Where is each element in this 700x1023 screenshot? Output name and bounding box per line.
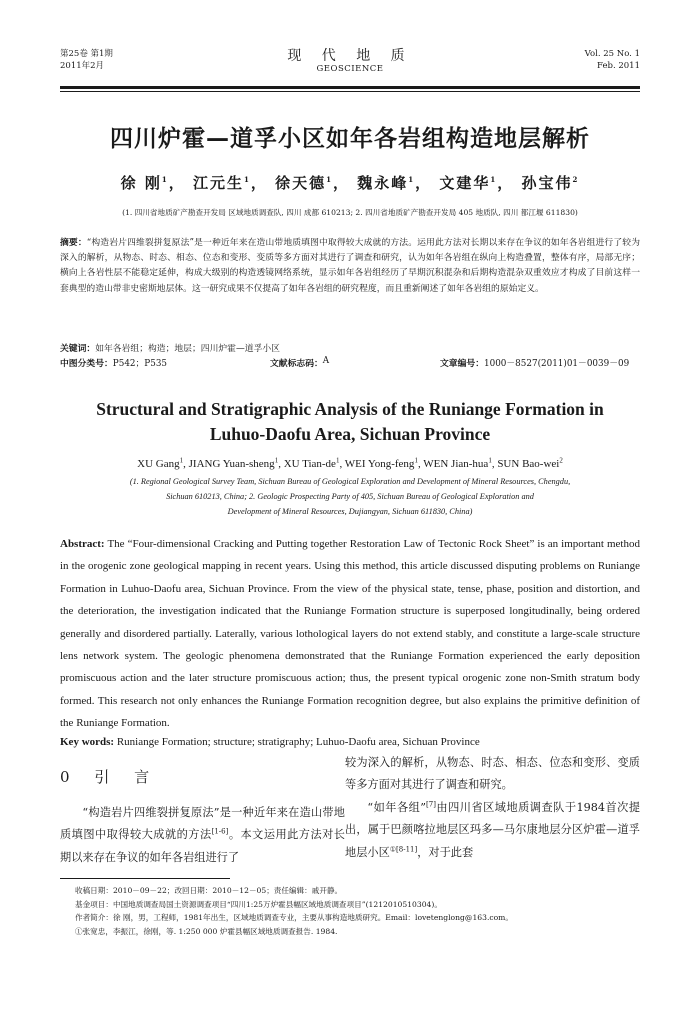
author-en: WEN Jian-hua$^1$ xyxy=(423,456,492,470)
author-list-en: XU Gang$^1$, JIANG Yuan-sheng$^1$, XU Tian-$de^1$, WEI Yong-feng$^1$, WEN Jian-hua$^1$, SUN Bao-wei$^2$ xyxy=(137,456,563,470)
article-number: 文章编号： 1000－8527(2011)01－0039－09 xyxy=(440,359,630,369)
author-cn: 江元生$^1$ xyxy=(192,174,251,192)
affiliation-en: (1. Regional Geological Survey Team, Sichuan Bureau of Geological Exploration and Development of Mineral Resources, Chengdu, Sichuan 610213, China; 2. Geologic Prospecting Party of 405, Sichuan Bureau of Geological Exploration and Development of Mineral Resources, Dujiangyan, Sichuan 611830, China) xyxy=(129,477,571,516)
citation: ①[8-11] xyxy=(389,844,418,853)
footnote-funding: 基金项目：中国地质调查局国土资源调查项目“四川1:25万炉霍县幅区域地质调查项目”(1212010510304)。 xyxy=(75,899,442,909)
citation: [7] xyxy=(426,800,436,809)
footnote-rule xyxy=(60,878,230,879)
date-cn: 2011年2月 xyxy=(60,61,105,71)
section-heading: 0 引 言 xyxy=(60,768,160,786)
title-en-line1: Structural and Stratigraphic Analysis of the Runiange Formation in xyxy=(96,399,604,419)
journal-name-cn: 现 代 地 质 xyxy=(287,48,413,64)
author-list-cn: 徐 刚$^1$， 江元生$^1$， 徐天德$^1$， 魏永峰$^1$， 文建华$^1$， 孙宝伟$^2$ xyxy=(120,174,580,192)
author-en: WEI Yong-feng$^1$ xyxy=(344,456,418,470)
author-cn: 孙宝伟$^2$ xyxy=(521,174,580,192)
abstract-en-label: Abstract: xyxy=(60,538,105,550)
header-rule-thick xyxy=(60,86,640,89)
body-column-left xyxy=(60,752,345,869)
keywords-en xyxy=(60,736,640,748)
footnotes xyxy=(75,884,640,938)
footnote-received: 收稿日期：2010－09－22；改回日期：2010－12－05；责任编辑：戚开静。 xyxy=(75,886,343,895)
date-en: Feb. 2011 xyxy=(597,61,640,71)
keywords-en-text: Runiange Formation; structure; stratigraphy; Luhuo-Daofu area, Sichuan Province xyxy=(116,736,480,748)
author-cn: 徐天德$^1$ xyxy=(275,174,333,192)
keywords-cn-label: 关键词： xyxy=(60,344,96,354)
author-en: XU Gang$^1$ xyxy=(137,456,184,470)
classification-line xyxy=(60,356,640,370)
title-en-line2: Luhuo-Daofu Area, Sichuan Province xyxy=(209,424,491,444)
footnote-ref: ①张宽忠，李振江，徐刚，等. 1:250 000 炉霍县幅区域地质调查报告. 1984. xyxy=(75,926,338,936)
body-paragraph: 较为深入的解析，从物态、时态、相态、位态和变形、变质等多方面对其进行了调查和研究。 “如年各组”[7]由四川省区域地质调查队于1984首次提出，属于巴颜喀拉地层区玛多—马尔康地层分区炉霍—道孚地层小区$^{①[8-11]}$，对于此套 xyxy=(345,756,640,859)
author-cn: 文建华$^1$ xyxy=(439,174,498,192)
abstract-en-text: The “Four-dimensional Cracking and Putting together Restoration Law of Tectonic Rock Sheet” is an important method in the orogenic zone geological mapping in recent years. Using this method, this article discussed disputing problems on Runiange Formation in Luhuo-Daofu area, Sichuan Province. From the view of the physical state, tense, phase, position and distortion, and the deterioration, the investigation indicated that the Runiange Formation structure is superposed longitudinally, being ordered generally and disordered partially. Laterally, various lothological layers do not extend stably, and constitute a large-scale structure lens network system. The geologic phenomena demonstrated that the Runiange Formation experienced the early deposition promiscuous action and the later structure promiscuous action; thus, the present typical orogenic zone non-Smith stratum body formed. This research not only enhances the Runiange Formation recognition degree, but also explains the primitive definition of the Runiange Formation. xyxy=(60,538,640,730)
keywords-cn xyxy=(60,341,640,354)
abstract-cn xyxy=(60,236,640,297)
title-en xyxy=(60,397,640,447)
abstract-cn-text: “构造岩片四维裂拼复原法”是一种近年来在造山带地质填图中取得较大成就的方法。运用此方法对长期以来存在争议的如年各岩组进行了较为深入的解析，从物态、时态、相态、位态和变形、变质等多方面对其进行了调查和研究，认为如年各岩组在纵向上构造叠置，整体有序，局部无序；横向上各岩性层不能稳定延伸，构成大级别的构造透镜网络系统，显示如年各岩组经历了早期沉积混杂和后期构造混杂双重效应才构成了目前这样一套典型的造山带非史密斯地层体。这一研究成果不仅提高了如年各岩组的研究程度，而且重新阐述了如年各岩组的原始定义。 xyxy=(60,238,640,294)
author-cn: 徐 刚$^1$ xyxy=(120,174,169,192)
author-en: JIANG Yuan-sheng$^1$ xyxy=(188,456,279,470)
footnote-author: 作者简介：徐 刚，男，工程师，1981年出生，区域地质调查专业，主要从事构造地质研究。Email：lovetenglong@163.com。 xyxy=(75,913,513,922)
journal-name-en: GEOSCIENCE xyxy=(316,64,384,74)
author-en: SUN Bao-wei$^2$ xyxy=(497,456,563,470)
header-right xyxy=(585,48,640,72)
title-cn: 四川炉霍—道孚小区如年各岩组构造地层解析 xyxy=(110,126,590,152)
clc-number: 中图分类号： P542；P535 xyxy=(60,359,168,369)
body-column-right xyxy=(345,752,640,864)
keywords-cn-text: 如年各岩组；构造；地层；四川炉霍—道孚小区 xyxy=(95,344,280,354)
journal-name xyxy=(60,48,640,75)
affiliation-cn: (1. 四川省地质矿产勘查开发局 区域地质调查队, 四川 成都 610213; 2. 四川省地质矿产勘查开发局 405 地质队, 四川 都江堰 611830) xyxy=(122,208,578,217)
citation: [1-6] xyxy=(211,827,229,836)
volume-issue-en: Vol. 25 No. 1 xyxy=(584,49,640,59)
document-code: 文献标志码： A xyxy=(270,356,330,369)
running-header xyxy=(60,48,640,84)
body-paragraph: “构造岩片四维裂拼复原法”是一种近年来在造山带地质填图中取得较大成就的方法[1-6]。本文运用此方法对长期以来存在争议的如年各岩组进行了 xyxy=(60,806,345,864)
keywords-en-label: Key words: xyxy=(60,736,115,748)
header-rule-thin xyxy=(60,91,640,92)
author-cn: 魏永峰$^1$ xyxy=(357,174,416,192)
volume-issue-cn: 第25卷 第1期 xyxy=(60,49,113,59)
author-en: XU Tian-$de^1$ xyxy=(283,456,340,470)
abstract-en xyxy=(60,533,640,735)
abstract-cn-label: 摘要： xyxy=(60,238,87,248)
